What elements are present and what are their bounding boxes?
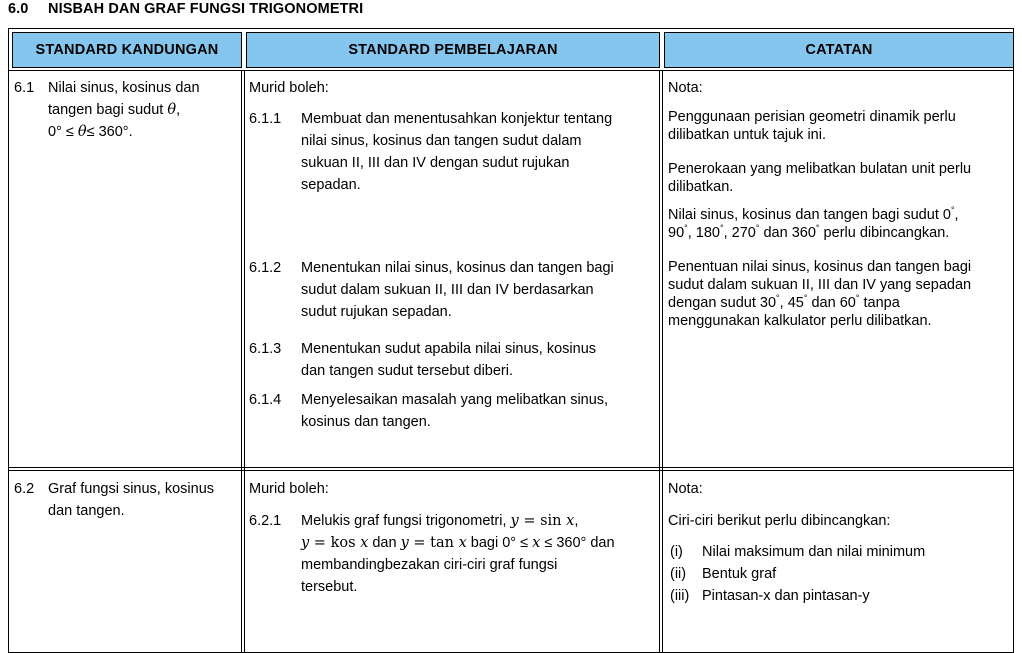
section-heading [8, 1, 363, 17]
murid-boleh: Murid boleh: [249, 481, 329, 497]
item-text: Membuat dan menentusahkan konjektur tentang nilai sinus, kosinus dan tangen sudut dalam sukuan II, III dan IV dengan sudut rujukan sepadan. [301, 111, 613, 193]
item-code: 6.1.1 [249, 111, 282, 127]
murid-boleh: Murid boleh: [249, 80, 329, 96]
nota-label: Nota: [668, 481, 703, 497]
column-divider [659, 70, 660, 653]
header-standard-pembelajaran: STANDARD PEMBELAJARAN [246, 32, 660, 68]
list-item: Pintasan-x dan pintasan-y [702, 588, 870, 604]
nota-label: Nota: [668, 80, 703, 96]
item-text: Menyelesaikan masalah yang melibatkan sinus, kosinus dan tangen. [301, 392, 609, 430]
section-title: NISBAH DAN GRAF FUNGSI TRIGONOMETRI [48, 1, 364, 17]
item-text: Menentukan nilai sinus, kosinus dan tangen bagi sudut dalam sukuan II, III dan IV berdasarkan sudut rujukan sepadan. [301, 260, 614, 320]
kandungan-number: 6.1 [14, 80, 35, 96]
kandungan-number: 6.2 [14, 481, 35, 497]
nota-text: Penggunaan perisian geometri dinamik perlu dilibatkan untuk tajuk ini. [668, 109, 956, 143]
item-code: 6.2.1 [249, 513, 282, 529]
item-code: 6.1.3 [249, 341, 282, 357]
item-text: Melukis graf fungsi trigonometri, y = sin x, y = kos x dan y = tan x bagi 0° ≤ x ≤ 360° dan membandingbezakan ciri-ciri graf fungsi tersebut. [301, 513, 615, 595]
nota-text: Ciri-ciri berikut perlu dibincangkan: [668, 513, 891, 529]
list-number: (ii) [670, 566, 687, 582]
item-code: 6.1.2 [249, 260, 282, 276]
kandungan-text: Nilai sinus, kosinus dan tangen bagi sudut θ, 0° ≤ θ≤ 360°. [48, 80, 200, 140]
item-code: 6.1.4 [249, 392, 282, 408]
list-number: (i) [670, 544, 683, 560]
item-text: Menentukan sudut apabila nilai sinus, kosinus dan tangen sudut tersebut diberi. [301, 341, 597, 379]
column-divider [662, 70, 663, 653]
nota-text: Penentuan nilai sinus, kosinus dan tangen bagi sudut dalam sukuan II, III dan IV yang sepadan dengan sudut 30°, 45° dan 60° tanpa menggunakan kalkulator perlu dilibatkan. [668, 259, 972, 329]
nota-text: Penerokaan yang melibatkan bulatan unit perlu dilibatkan. [668, 161, 972, 195]
list-item: Bentuk graf [702, 566, 777, 582]
row-divider [9, 70, 1013, 71]
column-divider [241, 70, 242, 653]
row-divider [9, 470, 1013, 471]
list-item: Nilai maksimum dan nilai minimum [702, 544, 926, 560]
nota-text: Nilai sinus, kosinus dan tangen bagi sudut 0°, 90°, 180°, 270° dan 360° perlu dibincangkan. [668, 205, 959, 241]
section-number: 6.0 [8, 1, 29, 17]
kandungan-text: Graf fungsi sinus, kosinus dan tangen. [48, 481, 215, 519]
row-divider [9, 467, 1013, 468]
column-divider [244, 70, 245, 653]
syllabus-table [8, 28, 1014, 653]
header-catatan: CATATAN [664, 32, 1014, 68]
header-standard-kandungan: STANDARD KANDUNGAN [12, 32, 242, 68]
list-number: (iii) [670, 588, 690, 604]
